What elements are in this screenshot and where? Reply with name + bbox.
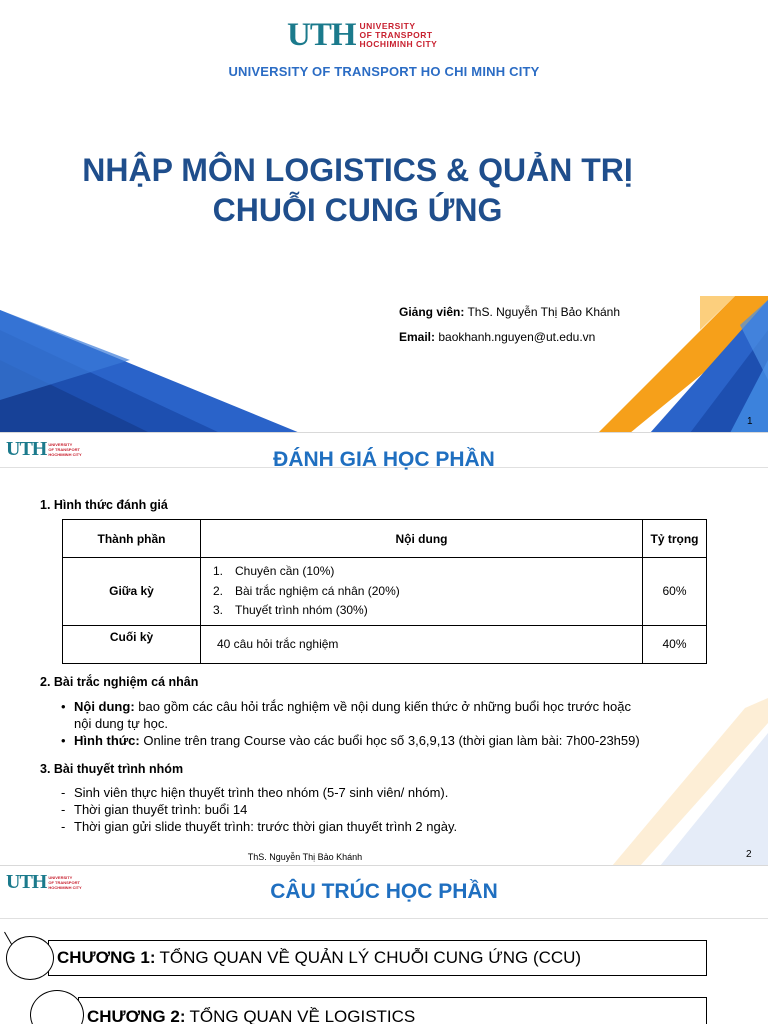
page-number: 2 (746, 849, 752, 860)
chapter-2-box: CHƯƠNG 2: TỔNG QUAN VỀ LOGISTICS (78, 997, 707, 1024)
list-item: 1. Chuyên cần (10%) (213, 564, 335, 578)
lecturer-line: Giảng viên: ThS. Nguyễn Thị Bảo Khánh (399, 305, 621, 319)
assessment-table (62, 519, 707, 664)
list-item: 2. Bài trắc nghiệm cá nhân (20%) (213, 583, 400, 598)
chapter-1-box: CHƯƠNG 1: TỔNG QUAN VỀ QUẢN LÝ CHUỖI CUNG ỨNG (CCU) (48, 940, 707, 976)
footer-lecturer: ThS. Nguyễn Thị Bảo Khánh (247, 852, 363, 862)
slide-title: ĐÁNH GIÁ HỌC PHẦN (273, 448, 495, 471)
section-heading-3: 3. Bài thuyết trình nhóm (40, 762, 184, 776)
course-title: NHẬP MÔN LOGISTICS & QUẢN TRỊ CHUỖI CUNG ỨNG (82, 152, 633, 228)
assessment-slide (0, 433, 768, 866)
section-heading-1: 1. Hình thức đánh giá (40, 498, 168, 512)
list-item-continued: nội dung tự học. (74, 716, 168, 731)
university-name: UNIVERSITY OF TRANSPORT HO CHI MINH CITY (228, 64, 540, 79)
list-item: - Thời gian gửi slide thuyết trình: trước thời gian thuyết trình 2 ngày. (61, 819, 458, 834)
presentation-bullets (61, 784, 734, 835)
quiz-bullets (61, 698, 734, 749)
list-item: 3. Thuyết trình nhóm (30%) (213, 603, 368, 617)
list-item: - Sinh viên thực hiện thuyết trình theo nhóm (5-7 sinh viên/ nhóm). (61, 785, 449, 800)
table-row: Giữa kỳ 1. Chuyên cần (10%) 2. Bài trắc nghiệm cá nhân (20%) 3. Thuyết trình nhóm (30%) 60% (63, 558, 707, 626)
midterm-items (213, 558, 642, 625)
email-line: Email: baokhanh.nguyen@ut.edu.vn (399, 330, 596, 344)
list-item: • Hình thức: Online trên trang Course vào các buổi học số 3,6,9,13 (thời gian làm bài: 7h00-23h59) (61, 733, 640, 748)
uth-logo-small: UTH UNIVERSITY OF TRANSPORT HOCHIMINH CITY (6, 871, 82, 893)
list-item: • Nội dung: bao gồm các câu hỏi trắc nghiệm về nội dung kiến thức ở những buổi học trước hoặc (61, 699, 631, 714)
list-item: - Thời gian thuyết trình: buổi 14 (61, 802, 248, 817)
uth-logo: UTH UNIVERSITY OF TRANSPORT HOCHIMINH CITY (287, 17, 438, 53)
slide-title: CÂU TRÚC HỌC PHẦN (270, 880, 498, 903)
section-heading-2: 2. Bài trắc nghiệm cá nhân (40, 675, 199, 689)
table-header-row: Thành phần Nội dung Tỷ trọng (63, 520, 707, 558)
header-rule (0, 918, 768, 919)
chapter-1-circle (6, 936, 54, 980)
structure-slide (0, 866, 768, 1024)
chapter-2-circle (30, 990, 84, 1024)
uth-logo-small: UTH UNIVERSITY OF TRANSPORT HOCHIMINH CITY (6, 438, 82, 460)
table-row: Cuối kỳ 40 câu hỏi trắc nghiệm 40% (63, 625, 707, 663)
page-number: 1 (747, 416, 753, 427)
title-slide (0, 0, 768, 433)
